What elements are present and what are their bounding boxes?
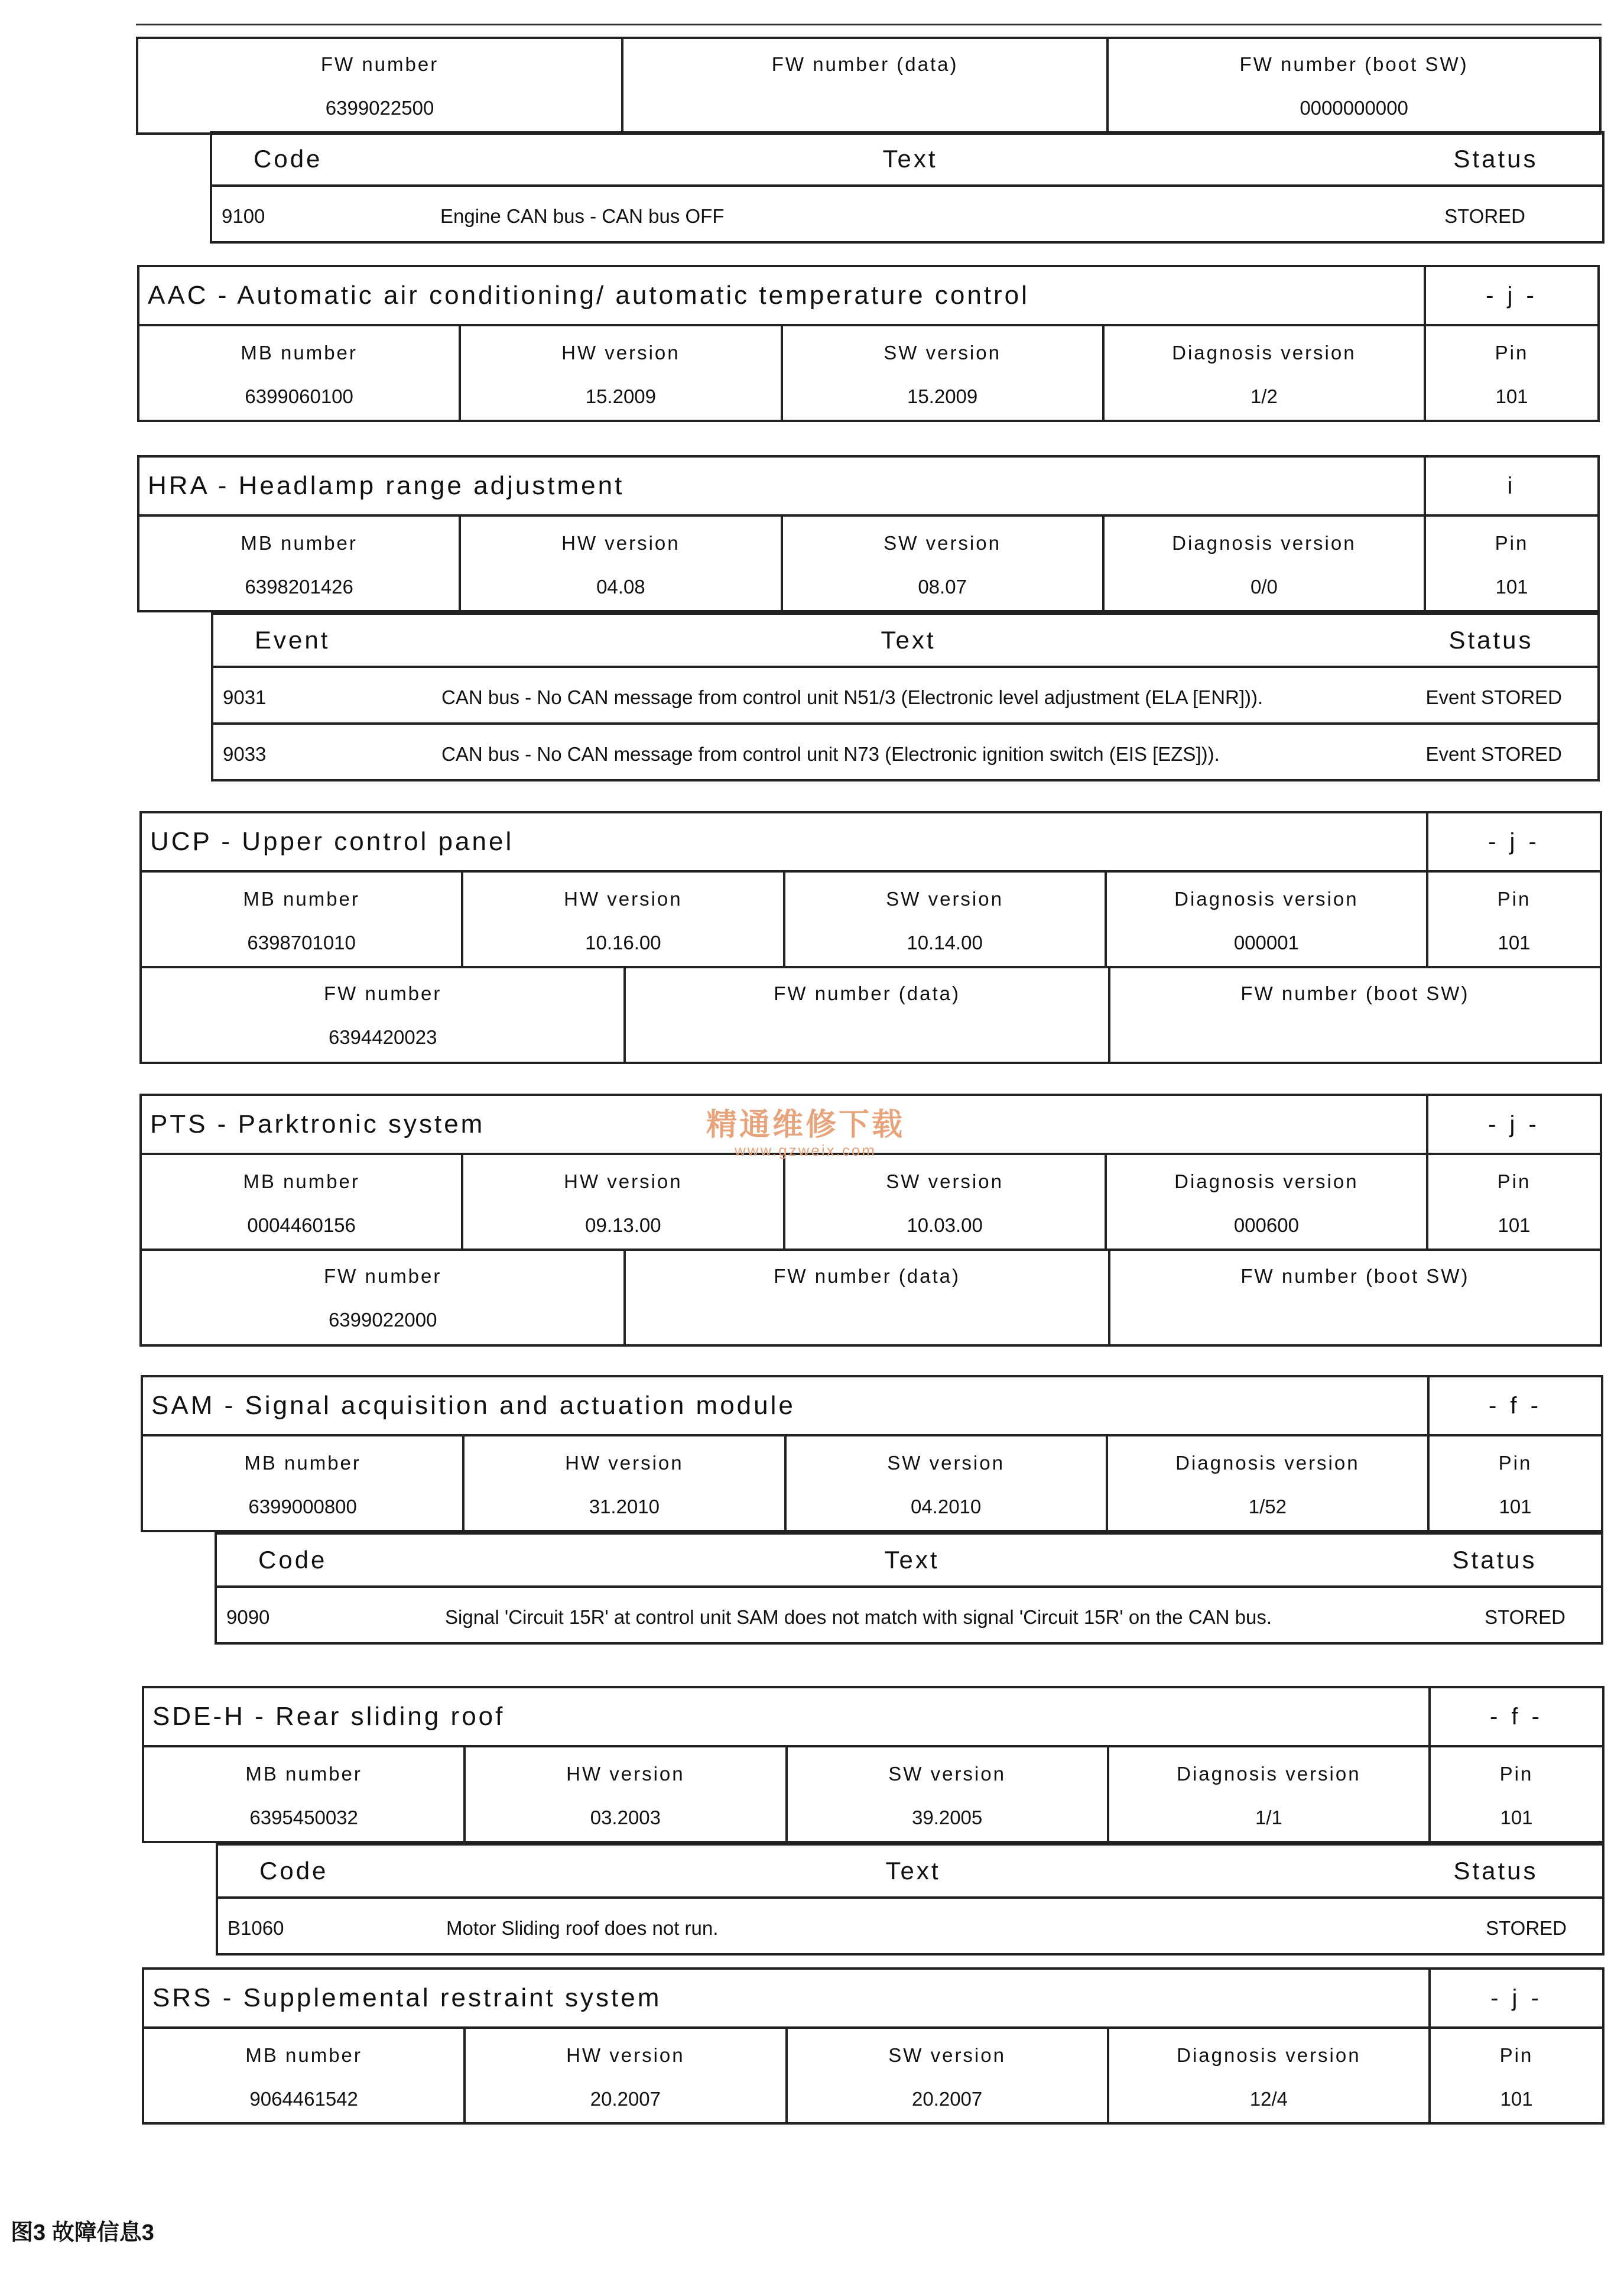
mb-number-value: 6395450032	[249, 1807, 358, 1828]
hw-version-label: HW version	[564, 1170, 683, 1192]
top-fw-block	[136, 37, 1602, 135]
fw-number-value: 6399022000	[328, 1309, 437, 1331]
hw-version-label: HW version	[566, 1763, 685, 1785]
fw-number-boot-label: FW number (boot SW)	[1239, 53, 1469, 75]
event-row	[212, 667, 1599, 724]
event-table	[216, 1843, 1604, 1956]
diagnosis-version-label: Diagnosis version	[1172, 532, 1356, 554]
col-code-header: Event	[212, 614, 432, 667]
hw-version-value: 15.2009	[585, 385, 657, 407]
diagnosis-version-label: Diagnosis version	[1177, 1763, 1361, 1785]
sw-version-value: 08.07	[918, 576, 967, 598]
module-info-table	[137, 514, 1600, 612]
fw-number-label: FW number	[320, 53, 439, 75]
module-block	[141, 1375, 1603, 1645]
module-info-table	[141, 1434, 1603, 1532]
col-text-header: Text	[436, 1533, 1388, 1587]
diagnosis-version-value: 000600	[1233, 1214, 1299, 1236]
module-info-table	[142, 1745, 1604, 1843]
diagnosis-version-value: 000001	[1233, 932, 1299, 954]
event-code: 9100	[211, 186, 431, 242]
module-flag: - j -	[1430, 1969, 1603, 2028]
pin-value: 101	[1498, 932, 1531, 954]
figure-caption: 图3 故障信息3	[11, 2220, 154, 2245]
watermark-text: 精通维修下载	[706, 1108, 905, 1142]
event-code: 9090	[216, 1587, 436, 1643]
sw-version-value: 20.2007	[911, 2088, 983, 2110]
module-title: SDE-H - Rear sliding roof	[143, 1687, 1430, 1746]
event-status: Event STORED	[1385, 724, 1599, 780]
fw-number-label: FW number	[324, 982, 442, 1004]
module-flag: - j -	[1427, 812, 1601, 871]
event-text: Signal 'Circuit 15R' at control unit SAM does not match with signal 'Circuit 15R' on the CAN bus.	[436, 1587, 1388, 1643]
event-block	[211, 612, 1600, 781]
col-code-header: Code	[211, 132, 431, 186]
mb-number-value: 0004460156	[247, 1214, 356, 1236]
hw-version-label: HW version	[565, 1452, 684, 1474]
fw-table	[139, 1248, 1602, 1347]
mb-number-value: 6399060100	[245, 385, 353, 407]
sw-version-label: SW version	[884, 342, 1001, 364]
pin-value: 101	[1500, 1807, 1533, 1828]
sw-version-value: 10.03.00	[907, 1214, 983, 1236]
module-info-table	[139, 870, 1602, 968]
hw-version-value: 09.13.00	[585, 1214, 661, 1236]
pin-label: Pin	[1497, 1170, 1531, 1192]
mb-number-value: 6398201426	[245, 576, 353, 598]
module-flag: i	[1425, 456, 1599, 515]
event-table	[210, 131, 1604, 244]
module-info-table	[137, 324, 1600, 422]
watermark-url: www.gzweix.com	[735, 1142, 876, 1159]
sw-version-label: SW version	[886, 1170, 1003, 1192]
fw-table	[136, 37, 1602, 135]
module-title: AAC - Automatic air conditioning/ automatic temperature control	[138, 266, 1425, 325]
module-header	[139, 811, 1602, 873]
hw-version-label: HW version	[564, 888, 683, 910]
mb-number-label: MB number	[243, 888, 360, 910]
pin-label: Pin	[1499, 2044, 1534, 2066]
pin-label: Pin	[1498, 1452, 1532, 1474]
module-flag: - j -	[1425, 266, 1599, 325]
mb-number-value: 6399000800	[248, 1496, 357, 1517]
col-text-header: Text	[431, 132, 1389, 186]
module-block	[137, 265, 1600, 422]
module-flag: - j -	[1427, 1095, 1601, 1154]
fw-number-boot-value: 0000000000	[1300, 97, 1408, 119]
fw-number-value: 6399022500	[325, 97, 434, 119]
sw-version-label: SW version	[888, 2044, 1006, 2066]
col-status-header: Status	[1389, 132, 1603, 186]
fw-table	[139, 966, 1602, 1064]
event-status: STORED	[1389, 1898, 1603, 1954]
event-text: Motor Sliding roof does not run.	[437, 1898, 1389, 1954]
pin-value: 101	[1498, 1214, 1531, 1236]
module-flag: - f -	[1430, 1687, 1603, 1746]
sw-version-label: SW version	[884, 532, 1001, 554]
mb-number-value: 6398701010	[247, 932, 356, 954]
diagnosis-version-label: Diagnosis version	[1177, 2044, 1361, 2066]
event-status: STORED	[1389, 186, 1603, 242]
pin-label: Pin	[1495, 532, 1529, 554]
diagnosis-version-value: 1/52	[1248, 1496, 1287, 1517]
event-status: Event STORED	[1385, 667, 1599, 724]
sw-version-label: SW version	[888, 1763, 1006, 1785]
event-row	[216, 1587, 1602, 1643]
mb-number-label: MB number	[245, 1763, 362, 1785]
sw-version-label: SW version	[887, 1452, 1005, 1474]
fw-number-data-label: FW number (data)	[774, 982, 960, 1004]
mb-number-value: 9064461542	[249, 2088, 358, 2110]
hw-version-label: HW version	[561, 342, 680, 364]
hw-version-value: 20.2007	[590, 2088, 661, 2110]
sw-version-value: 15.2009	[907, 385, 978, 407]
hw-version-value: 31.2010	[589, 1496, 660, 1517]
event-text: CAN bus - No CAN message from control unit N73 (Electronic ignition switch (EIS [EZS])).	[432, 724, 1385, 780]
event-row	[211, 186, 1603, 242]
module-flag: - f -	[1428, 1376, 1602, 1435]
module-header	[142, 1686, 1604, 1747]
sw-version-value: 10.14.00	[907, 932, 983, 954]
mb-number-label: MB number	[241, 532, 358, 554]
mb-number-label: MB number	[245, 2044, 362, 2066]
mb-number-label: MB number	[241, 342, 358, 364]
module-title: PTS - Parktronic system	[141, 1095, 1427, 1154]
pin-value: 101	[1499, 1496, 1532, 1517]
pin-label: Pin	[1495, 342, 1529, 364]
event-row	[217, 1898, 1603, 1954]
fw-number-value: 6394420023	[328, 1026, 437, 1048]
fw-number-data-label: FW number (data)	[771, 53, 959, 75]
sw-version-value: 39.2005	[911, 1807, 983, 1828]
mb-number-label: MB number	[243, 1170, 360, 1192]
pin-value: 101	[1495, 385, 1528, 407]
module-title: SRS - Supplemental restraint system	[143, 1969, 1430, 2028]
col-code-header: Code	[216, 1533, 436, 1587]
sw-version-label: SW version	[886, 888, 1003, 910]
module-header	[141, 1375, 1603, 1436]
diagnosis-version-label: Diagnosis version	[1172, 342, 1356, 364]
event-text: Engine CAN bus - CAN bus OFF	[431, 186, 1389, 242]
diagnosis-version-label: Diagnosis version	[1175, 1452, 1360, 1474]
col-status-header: Status	[1388, 1533, 1602, 1587]
module-title: UCP - Upper control panel	[141, 812, 1427, 871]
fw-number-boot-label: FW number (boot SW)	[1240, 1265, 1470, 1287]
module-title: SAM - Signal acquisition and actuation module	[142, 1376, 1428, 1435]
event-text: CAN bus - No CAN message from control unit N51/3 (Electronic level adjustment (ELA [ENR])).	[432, 667, 1385, 724]
sw-version-value: 04.2010	[910, 1496, 982, 1517]
module-info-table	[142, 2026, 1604, 2125]
col-status-header: Status	[1389, 1844, 1603, 1898]
diagnosis-version-value: 1/2	[1250, 385, 1278, 407]
top-event-block	[210, 131, 1604, 244]
hw-version-label: HW version	[561, 532, 680, 554]
col-status-header: Status	[1385, 614, 1599, 667]
module-info-table	[139, 1153, 1602, 1251]
col-text-header: Text	[432, 614, 1385, 667]
fw-number-data-label: FW number (data)	[774, 1265, 960, 1287]
fw-number-label: FW number	[324, 1265, 442, 1287]
pin-value: 101	[1495, 576, 1528, 598]
col-code-header: Code	[217, 1844, 437, 1898]
event-code: 9033	[212, 724, 432, 780]
event-table	[211, 612, 1600, 781]
diagnosis-version-value: 0/0	[1250, 576, 1278, 598]
hw-version-value: 04.08	[596, 576, 645, 598]
diagnosis-version-value: 1/1	[1255, 1807, 1282, 1828]
module-header	[137, 265, 1600, 326]
mb-number-label: MB number	[244, 1452, 361, 1474]
pin-value: 101	[1500, 2088, 1533, 2110]
module-block	[142, 1686, 1604, 1956]
pin-label: Pin	[1497, 888, 1531, 910]
fw-number-boot-label: FW number (boot SW)	[1240, 982, 1470, 1004]
col-text-header: Text	[437, 1844, 1389, 1898]
module-block	[142, 1967, 1604, 2125]
event-block	[215, 1532, 1603, 1645]
event-table	[215, 1532, 1603, 1645]
event-status: STORED	[1388, 1587, 1602, 1643]
module-block	[139, 811, 1602, 1064]
pin-label: Pin	[1499, 1763, 1534, 1785]
module-title: HRA - Headlamp range adjustment	[138, 456, 1425, 515]
diagnosis-version-value: 12/4	[1249, 2088, 1288, 2110]
top-rule	[136, 24, 1602, 25]
event-row	[212, 724, 1599, 780]
module-header	[142, 1967, 1604, 2029]
module-header	[137, 455, 1600, 517]
module-block	[137, 455, 1600, 781]
event-block	[216, 1843, 1604, 1956]
hw-version-value: 10.16.00	[585, 932, 661, 954]
diagnosis-version-label: Diagnosis version	[1174, 1170, 1359, 1192]
watermark	[706, 1100, 905, 1160]
event-code: B1060	[217, 1898, 437, 1954]
hw-version-value: 03.2003	[590, 1807, 661, 1828]
event-code: 9031	[212, 667, 432, 724]
diagnosis-version-label: Diagnosis version	[1174, 888, 1359, 910]
hw-version-label: HW version	[566, 2044, 685, 2066]
